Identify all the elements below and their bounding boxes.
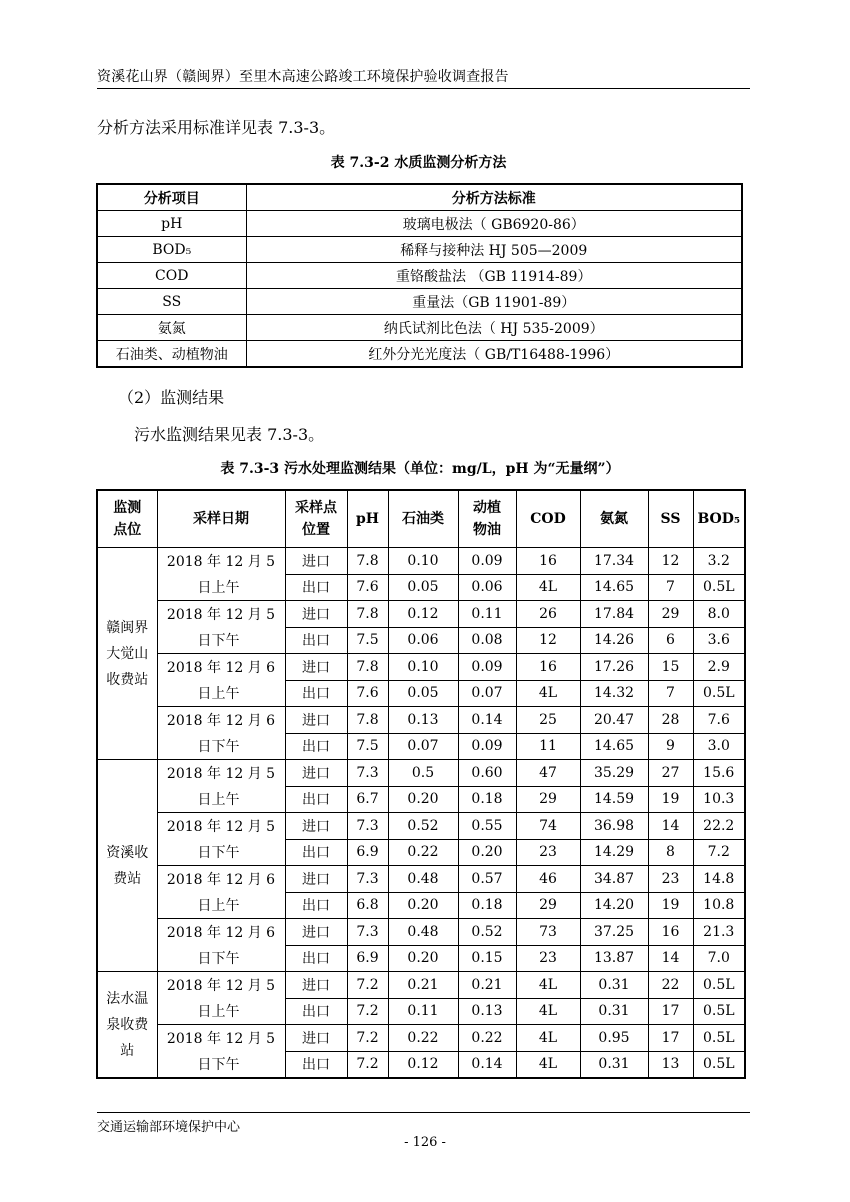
animal-plant-oil-cell: 0.14 bbox=[458, 707, 516, 734]
ss-cell: 6 bbox=[648, 627, 693, 654]
table-row bbox=[97, 813, 745, 840]
table-row bbox=[97, 786, 745, 813]
table-row bbox=[97, 866, 745, 893]
ph-cell: 7.3 bbox=[347, 866, 388, 893]
ammonia-cell: 14.32 bbox=[580, 680, 648, 707]
analysis-method-table bbox=[96, 183, 743, 368]
sample-date-cell: 2018 年 12 月 5 bbox=[157, 548, 285, 575]
sample-date-cell: 日下午 bbox=[157, 733, 285, 760]
animal-plant-oil-cell: 0.57 bbox=[458, 866, 516, 893]
bod5-cell: 14.8 bbox=[693, 866, 745, 893]
table-row bbox=[97, 919, 745, 946]
analysis-item-cell: 石油类、动植物油 bbox=[97, 341, 246, 368]
ammonia-cell: 14.29 bbox=[580, 839, 648, 866]
petroleum-cell: 0.22 bbox=[388, 1025, 458, 1052]
ammonia-cell: 34.87 bbox=[580, 866, 648, 893]
animal-plant-oil-cell: 0.60 bbox=[458, 760, 516, 787]
sample-date-cell: 2018 年 12 月 6 bbox=[157, 866, 285, 893]
wastewater-results-table bbox=[96, 489, 746, 1079]
ss-cell: 17 bbox=[648, 998, 693, 1025]
table-row bbox=[97, 574, 745, 601]
header-divider bbox=[97, 88, 750, 89]
ph-cell: 7.6 bbox=[347, 574, 388, 601]
sample-date-cell: 2018 年 12 月 6 bbox=[157, 919, 285, 946]
header-cell: 分析方法标准 bbox=[246, 184, 742, 211]
bod5-cell: 0.5L bbox=[693, 998, 745, 1025]
table-row bbox=[97, 211, 742, 237]
table2-caption: 表 7.3-3 污水处理监测结果（单位：mg/L，pH 为“无量纲”） bbox=[220, 461, 620, 477]
analysis-item-cell: BOD₅ bbox=[97, 237, 246, 263]
cod-cell: 46 bbox=[516, 866, 580, 893]
sample-date-cell: 2018 年 12 月 6 bbox=[157, 707, 285, 734]
table-row bbox=[97, 654, 745, 681]
cod-cell: 4L bbox=[516, 574, 580, 601]
animal-plant-oil-cell: 0.13 bbox=[458, 998, 516, 1025]
bod5-cell: 15.6 bbox=[693, 760, 745, 787]
animal-plant-oil-cell: 0.09 bbox=[458, 733, 516, 760]
sample-date-cell: 日上午 bbox=[157, 680, 285, 707]
ammonia-cell: 17.84 bbox=[580, 601, 648, 628]
header-cell: 分析项目 bbox=[97, 184, 246, 211]
ss-cell: 15 bbox=[648, 654, 693, 681]
bod5-cell: 0.5L bbox=[693, 680, 745, 707]
cod-cell: 11 bbox=[516, 733, 580, 760]
ph-cell: 6.9 bbox=[347, 839, 388, 866]
ammonia-cell: 17.34 bbox=[580, 548, 648, 575]
position-cell: 出口 bbox=[285, 1051, 347, 1078]
position-cell: 进口 bbox=[285, 972, 347, 999]
method-standard-cell: 重铬酸盐法 （GB 11914-89） bbox=[246, 263, 742, 289]
animal-plant-oil-cell: 0.09 bbox=[458, 654, 516, 681]
bod5-cell: 22.2 bbox=[693, 813, 745, 840]
table-row bbox=[97, 945, 745, 972]
bod5-cell: 3.2 bbox=[693, 548, 745, 575]
ammonia-cell: 37.25 bbox=[580, 919, 648, 946]
position-cell: 进口 bbox=[285, 601, 347, 628]
cod-cell: 12 bbox=[516, 627, 580, 654]
ammonia-cell: 0.95 bbox=[580, 1025, 648, 1052]
header-cell: 采样日期 bbox=[157, 490, 285, 548]
analysis-item-cell: SS bbox=[97, 289, 246, 315]
petroleum-cell: 0.07 bbox=[388, 733, 458, 760]
ph-cell: 7.8 bbox=[347, 601, 388, 628]
animal-plant-oil-cell: 0.08 bbox=[458, 627, 516, 654]
bod5-cell: 7.0 bbox=[693, 945, 745, 972]
ph-cell: 7.2 bbox=[347, 1051, 388, 1078]
position-cell: 出口 bbox=[285, 786, 347, 813]
position-cell: 进口 bbox=[285, 760, 347, 787]
animal-plant-oil-cell: 0.55 bbox=[458, 813, 516, 840]
position-cell: 出口 bbox=[285, 839, 347, 866]
method-standard-cell: 稀释与接种法 HJ 505—2009 bbox=[246, 237, 742, 263]
petroleum-cell: 0.20 bbox=[388, 945, 458, 972]
bod5-cell: 0.5L bbox=[693, 972, 745, 999]
ph-cell: 7.8 bbox=[347, 707, 388, 734]
petroleum-cell: 0.11 bbox=[388, 998, 458, 1025]
table-row bbox=[97, 998, 745, 1025]
table-row bbox=[97, 1051, 745, 1078]
header-cell: 动植物油 bbox=[458, 490, 516, 548]
sample-date-cell: 日上午 bbox=[157, 892, 285, 919]
bod5-cell: 0.5L bbox=[693, 1025, 745, 1052]
ss-cell: 22 bbox=[648, 972, 693, 999]
position-cell: 出口 bbox=[285, 574, 347, 601]
ph-cell: 7.3 bbox=[347, 813, 388, 840]
table-row bbox=[97, 733, 745, 760]
sample-date-cell: 日上午 bbox=[157, 998, 285, 1025]
bod5-cell: 10.8 bbox=[693, 892, 745, 919]
station-cell: 法水温泉收费站 bbox=[97, 972, 157, 1079]
analysis-item-cell: pH bbox=[97, 211, 246, 237]
petroleum-cell: 0.06 bbox=[388, 627, 458, 654]
petroleum-cell: 0.5 bbox=[388, 760, 458, 787]
ss-cell: 13 bbox=[648, 1051, 693, 1078]
analysis-item-cell: 氨氮 bbox=[97, 315, 246, 341]
ph-cell: 7.3 bbox=[347, 919, 388, 946]
sample-date-cell: 2018 年 12 月 5 bbox=[157, 972, 285, 999]
ph-cell: 6.9 bbox=[347, 945, 388, 972]
position-cell: 出口 bbox=[285, 627, 347, 654]
header-cell: 石油类 bbox=[388, 490, 458, 548]
header-cell: COD bbox=[516, 490, 580, 548]
bod5-cell: 10.3 bbox=[693, 786, 745, 813]
ammonia-cell: 0.31 bbox=[580, 998, 648, 1025]
table-row bbox=[97, 315, 742, 341]
position-cell: 出口 bbox=[285, 733, 347, 760]
animal-plant-oil-cell: 0.18 bbox=[458, 892, 516, 919]
petroleum-cell: 0.12 bbox=[388, 1051, 458, 1078]
ss-cell: 14 bbox=[648, 813, 693, 840]
ss-cell: 7 bbox=[648, 680, 693, 707]
animal-plant-oil-cell: 0.18 bbox=[458, 786, 516, 813]
header-cell: 采样点位置 bbox=[285, 490, 347, 548]
sample-date-cell: 2018 年 12 月 5 bbox=[157, 601, 285, 628]
table-row bbox=[97, 892, 745, 919]
method-standard-cell: 纳氏试剂比色法（ HJ 535-2009） bbox=[246, 315, 742, 341]
ss-cell: 23 bbox=[648, 866, 693, 893]
ss-cell: 9 bbox=[648, 733, 693, 760]
cod-cell: 4L bbox=[516, 998, 580, 1025]
cod-cell: 23 bbox=[516, 945, 580, 972]
footer-organization: 交通运输部环境保护中心 bbox=[97, 1120, 241, 1135]
bod5-cell: 3.6 bbox=[693, 627, 745, 654]
petroleum-cell: 0.05 bbox=[388, 680, 458, 707]
table-row bbox=[97, 707, 745, 734]
animal-plant-oil-cell: 0.11 bbox=[458, 601, 516, 628]
position-cell: 出口 bbox=[285, 998, 347, 1025]
ph-cell: 7.2 bbox=[347, 1025, 388, 1052]
bod5-cell: 0.5L bbox=[693, 1051, 745, 1078]
position-cell: 出口 bbox=[285, 680, 347, 707]
ph-cell: 7.6 bbox=[347, 680, 388, 707]
position-cell: 进口 bbox=[285, 813, 347, 840]
analysis-item-cell: COD bbox=[97, 263, 246, 289]
animal-plant-oil-cell: 0.07 bbox=[458, 680, 516, 707]
sample-date-cell: 2018 年 12 月 5 bbox=[157, 1025, 285, 1052]
header-cell: BOD₅ bbox=[693, 490, 745, 548]
bod5-cell: 7.2 bbox=[693, 839, 745, 866]
sample-date-cell: 2018 年 12 月 6 bbox=[157, 654, 285, 681]
animal-plant-oil-cell: 0.21 bbox=[458, 972, 516, 999]
ss-cell: 14 bbox=[648, 945, 693, 972]
sample-date-cell: 2018 年 12 月 5 bbox=[157, 760, 285, 787]
animal-plant-oil-cell: 0.20 bbox=[458, 839, 516, 866]
intro-paragraph: 分析方法采用标准详见表 7.3-3。 bbox=[97, 118, 336, 137]
petroleum-cell: 0.22 bbox=[388, 839, 458, 866]
ss-cell: 27 bbox=[648, 760, 693, 787]
cod-cell: 16 bbox=[516, 548, 580, 575]
ammonia-cell: 17.26 bbox=[580, 654, 648, 681]
table-row bbox=[97, 341, 742, 368]
petroleum-cell: 0.20 bbox=[388, 892, 458, 919]
petroleum-cell: 0.48 bbox=[388, 866, 458, 893]
cod-cell: 4L bbox=[516, 680, 580, 707]
ammonia-cell: 0.31 bbox=[580, 972, 648, 999]
page-number: - 126 - bbox=[404, 1135, 446, 1150]
method-standard-cell: 红外分光光度法（ GB/T16488-1996） bbox=[246, 341, 742, 368]
animal-plant-oil-cell: 0.52 bbox=[458, 919, 516, 946]
ss-cell: 28 bbox=[648, 707, 693, 734]
section2-title: （2）监测结果 bbox=[118, 388, 225, 407]
cod-cell: 4L bbox=[516, 972, 580, 999]
cod-cell: 4L bbox=[516, 1025, 580, 1052]
table-row bbox=[97, 601, 745, 628]
ammonia-cell: 0.31 bbox=[580, 1051, 648, 1078]
table-row bbox=[97, 289, 742, 315]
petroleum-cell: 0.12 bbox=[388, 601, 458, 628]
ss-cell: 8 bbox=[648, 839, 693, 866]
method-standard-cell: 重量法（GB 11901-89） bbox=[246, 289, 742, 315]
ss-cell: 7 bbox=[648, 574, 693, 601]
page-header-title: 资溪花山界（赣闽界）至里木高速公路竣工环境保护验收调查报告 bbox=[97, 69, 509, 85]
position-cell: 进口 bbox=[285, 707, 347, 734]
sample-date-cell: 日下午 bbox=[157, 839, 285, 866]
petroleum-cell: 0.05 bbox=[388, 574, 458, 601]
position-cell: 出口 bbox=[285, 892, 347, 919]
petroleum-cell: 0.10 bbox=[388, 548, 458, 575]
ammonia-cell: 14.59 bbox=[580, 786, 648, 813]
ss-cell: 19 bbox=[648, 892, 693, 919]
ammonia-cell: 14.20 bbox=[580, 892, 648, 919]
table-row bbox=[97, 680, 745, 707]
ph-cell: 7.3 bbox=[347, 760, 388, 787]
cod-cell: 29 bbox=[516, 786, 580, 813]
petroleum-cell: 0.21 bbox=[388, 972, 458, 999]
ammonia-cell: 36.98 bbox=[580, 813, 648, 840]
bod5-cell: 8.0 bbox=[693, 601, 745, 628]
sample-date-cell: 日上午 bbox=[157, 786, 285, 813]
petroleum-cell: 0.52 bbox=[388, 813, 458, 840]
station-cell: 资溪收费站 bbox=[97, 760, 157, 972]
position-cell: 进口 bbox=[285, 919, 347, 946]
cod-cell: 26 bbox=[516, 601, 580, 628]
header-cell: SS bbox=[648, 490, 693, 548]
ss-cell: 12 bbox=[648, 548, 693, 575]
animal-plant-oil-cell: 0.09 bbox=[458, 548, 516, 575]
table-header-row bbox=[97, 184, 742, 211]
table-row bbox=[97, 548, 745, 575]
ph-cell: 7.2 bbox=[347, 972, 388, 999]
table-row bbox=[97, 972, 745, 999]
ss-cell: 19 bbox=[648, 786, 693, 813]
petroleum-cell: 0.13 bbox=[388, 707, 458, 734]
petroleum-cell: 0.10 bbox=[388, 654, 458, 681]
ammonia-cell: 13.87 bbox=[580, 945, 648, 972]
table-row bbox=[97, 627, 745, 654]
cod-cell: 29 bbox=[516, 892, 580, 919]
ph-cell: 7.2 bbox=[347, 998, 388, 1025]
ph-cell: 7.8 bbox=[347, 548, 388, 575]
ss-cell: 17 bbox=[648, 1025, 693, 1052]
cod-cell: 47 bbox=[516, 760, 580, 787]
cod-cell: 25 bbox=[516, 707, 580, 734]
cod-cell: 4L bbox=[516, 1051, 580, 1078]
footer-divider bbox=[97, 1112, 750, 1113]
header-cell: 氨氮 bbox=[580, 490, 648, 548]
ph-cell: 6.7 bbox=[347, 786, 388, 813]
sample-date-cell: 日下午 bbox=[157, 1051, 285, 1078]
cod-cell: 23 bbox=[516, 839, 580, 866]
ph-cell: 7.8 bbox=[347, 654, 388, 681]
position-cell: 进口 bbox=[285, 548, 347, 575]
cod-cell: 73 bbox=[516, 919, 580, 946]
animal-plant-oil-cell: 0.14 bbox=[458, 1051, 516, 1078]
sample-date-cell: 2018 年 12 月 5 bbox=[157, 813, 285, 840]
station-cell: 赣闽界大觉山收费站 bbox=[97, 548, 157, 760]
sample-date-cell: 日上午 bbox=[157, 574, 285, 601]
table-header-row bbox=[97, 490, 745, 548]
ammonia-cell: 14.65 bbox=[580, 574, 648, 601]
ammonia-cell: 14.26 bbox=[580, 627, 648, 654]
sample-date-cell: 日下午 bbox=[157, 627, 285, 654]
bod5-cell: 0.5L bbox=[693, 574, 745, 601]
animal-plant-oil-cell: 0.06 bbox=[458, 574, 516, 601]
ss-cell: 29 bbox=[648, 601, 693, 628]
ammonia-cell: 14.65 bbox=[580, 733, 648, 760]
position-cell: 进口 bbox=[285, 654, 347, 681]
table-row bbox=[97, 263, 742, 289]
method-standard-cell: 玻璃电极法（ GB6920-86） bbox=[246, 211, 742, 237]
bod5-cell: 7.6 bbox=[693, 707, 745, 734]
ph-cell: 6.8 bbox=[347, 892, 388, 919]
petroleum-cell: 0.20 bbox=[388, 786, 458, 813]
table-row bbox=[97, 237, 742, 263]
header-cell: 监测点位 bbox=[97, 490, 157, 548]
ammonia-cell: 35.29 bbox=[580, 760, 648, 787]
bod5-cell: 2.9 bbox=[693, 654, 745, 681]
animal-plant-oil-cell: 0.15 bbox=[458, 945, 516, 972]
header-cell: pH bbox=[347, 490, 388, 548]
ph-cell: 7.5 bbox=[347, 733, 388, 760]
position-cell: 进口 bbox=[285, 866, 347, 893]
petroleum-cell: 0.48 bbox=[388, 919, 458, 946]
cod-cell: 74 bbox=[516, 813, 580, 840]
ammonia-cell: 20.47 bbox=[580, 707, 648, 734]
section2-paragraph: 污水监测结果见表 7.3-3。 bbox=[134, 425, 325, 444]
ph-cell: 7.5 bbox=[347, 627, 388, 654]
position-cell: 进口 bbox=[285, 1025, 347, 1052]
table-row bbox=[97, 839, 745, 866]
table1-caption: 表 7.3-2 水质监测分析方法 bbox=[330, 155, 507, 171]
bod5-cell: 3.0 bbox=[693, 733, 745, 760]
table-row bbox=[97, 1025, 745, 1052]
table-row bbox=[97, 760, 745, 787]
sample-date-cell: 日下午 bbox=[157, 945, 285, 972]
ss-cell: 16 bbox=[648, 919, 693, 946]
animal-plant-oil-cell: 0.22 bbox=[458, 1025, 516, 1052]
bod5-cell: 21.3 bbox=[693, 919, 745, 946]
cod-cell: 16 bbox=[516, 654, 580, 681]
position-cell: 出口 bbox=[285, 945, 347, 972]
